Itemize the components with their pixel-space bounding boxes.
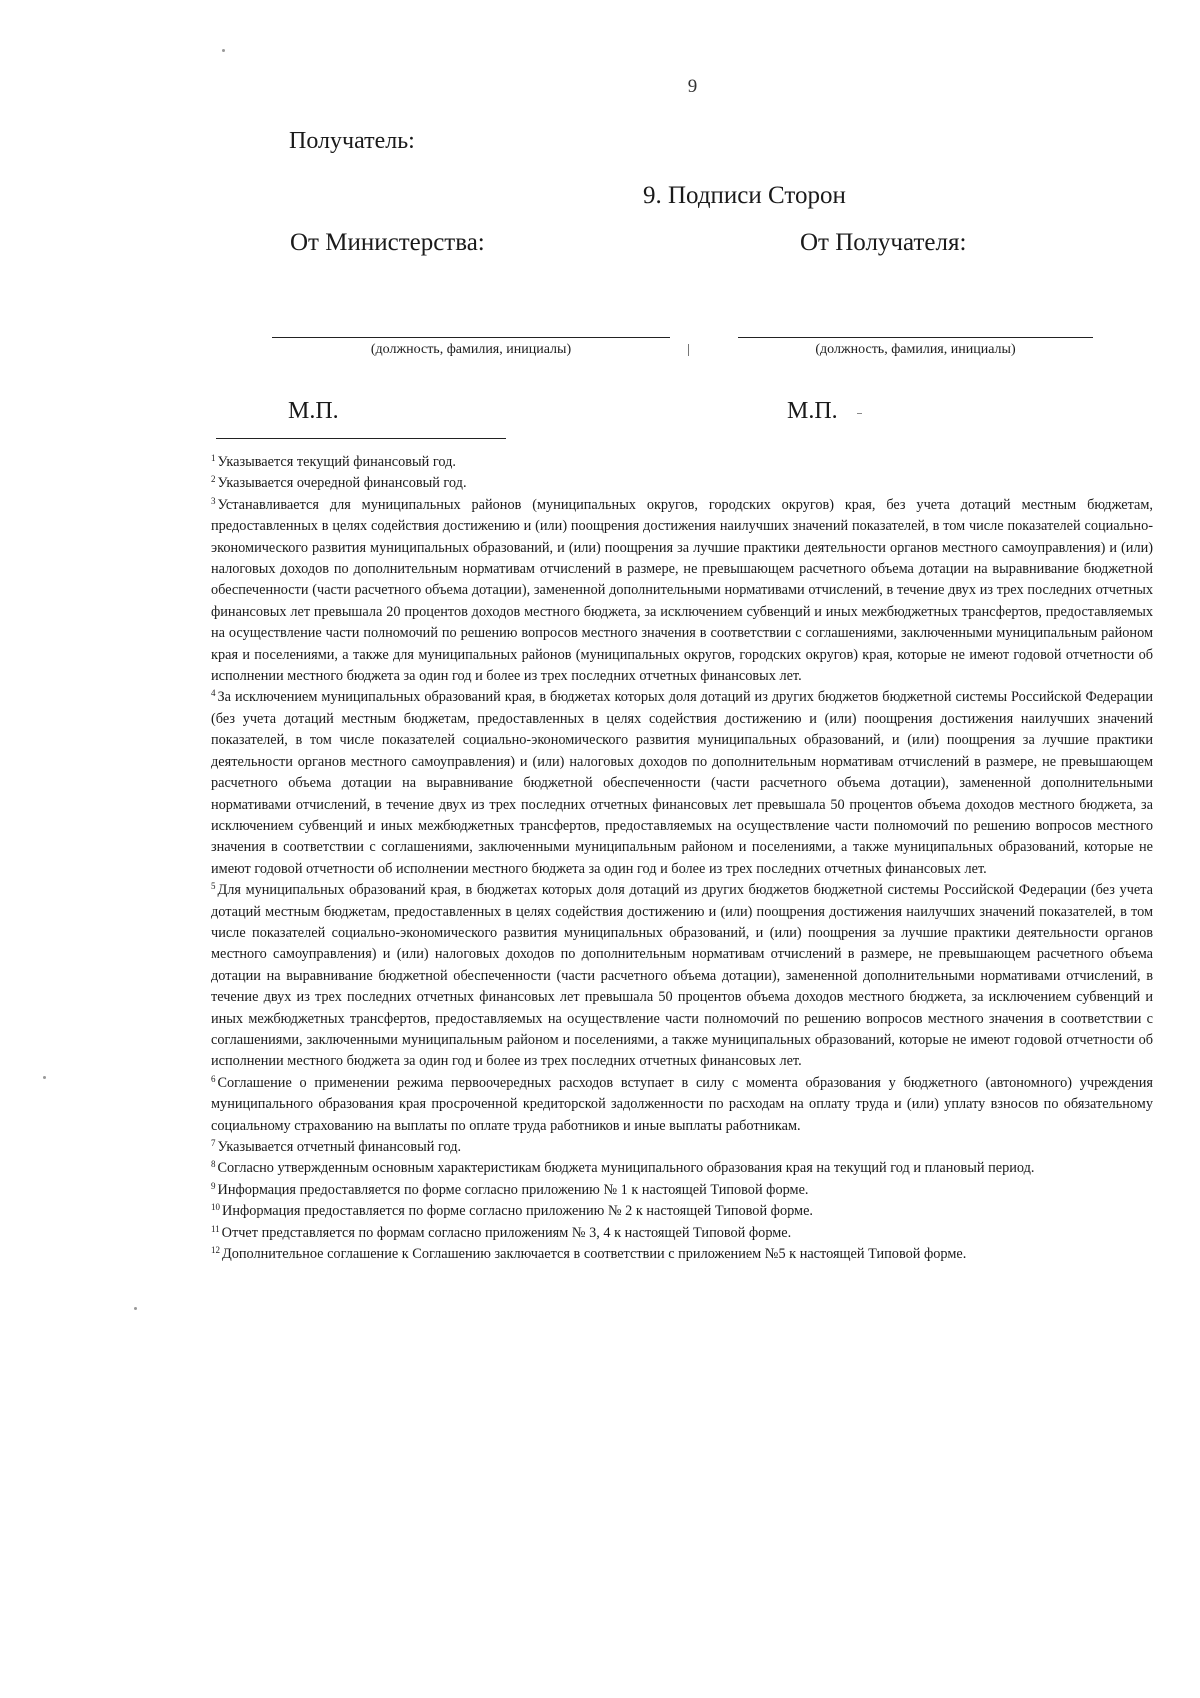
footnote-item [211, 473, 1153, 494]
footnote-marker: 6 [211, 1073, 216, 1084]
footnote-text: Для муниципальных образований края, в бюджетах которых доля дотаций из других бюджетов бюджетной системы Российской Федерации (без учета дотаций местным бюджетам, предоставленных в целях содействия достижению и (или) поощрения достижения наилучших значений показателей, в том числе показателей социально-экономического развития муниципальных образований, и (или) поощрения за лучшие практики деятельности органов местного самоуправления) и (или) налоговых доходов по дополнительным нормативам отчислений в размере, не превышающем расчетного объема дотации на выравнивание бюджетной обеспеченности (части расчетного объема дотации), замененной дополнительными нормативами отчислений, в течение двух из трех последних отчетных финансовых лет превышала 50 процентов объема доходов местного бюджета, за исключением субвенций и иных межбюджетных трансфертов, предоставляемых на осуществление части полномочий по решению вопросов местного значения в соответствии с соглашениями, заключенными муниципальным районом и поселениями, а также муниципальных образований, которые не имеют годовой отчетности об исполнении местного бюджета за один год и более из трех последних отчетных финансовых лет. [211, 882, 1153, 1070]
footnote-item [211, 1073, 1153, 1137]
footnote-item [211, 1201, 1153, 1222]
footnote-item [211, 1137, 1153, 1158]
footnote-text: Дополнительное соглашение к Соглашению заключается в соответствии с приложением №5 к настоящей Типовой форме. [222, 1246, 967, 1263]
footnote-marker: 3 [211, 495, 216, 506]
footnote-text: Соглашение о применении режима первоочередных расходов вступает в силу с момента образования у бюджетного (автономного) учреждения муниципального образования края просроченной кредиторской задолженности по расходам на оплату труда и (или) уплату взносов по обязательному социальному страхованию на выплаты по оплате труда работников и иные выплаты работникам. [211, 1074, 1153, 1134]
scan-speck [134, 1307, 137, 1310]
footnote-marker: 10 [211, 1202, 220, 1213]
ministry-signature-line [272, 337, 670, 338]
footnote-marker: 8 [211, 1159, 216, 1170]
footnote-text: Устанавливается для муниципальных районов (муниципальных округов, городских округов) края, без учета дотаций местным бюджетам, предоставленных в целях содействия достижению и (или) поощрения достижения наилучших значений показателей, в том числе показателей социально-экономического развития муниципальных образований, и (или) поощрения за лучшие практики деятельности органов местного самоуправления) и (или) налоговых доходов по дополнительным нормативам отчислений в размере, не превышающем расчетного объема дотации на выравнивание бюджетной обеспеченности (части расчетного объема дотации), замененной дополнительными нормативами отчислений, в течение двух из трех последних отчетных финансовых лет превышала 20 процентов доходов местного бюджета, за исключением субвенций и иных межбюджетных трансфертов, предоставляемых на осуществление части полномочий по решению вопросов местного значения в соответствии с соглашениями, заключенными муниципальным районом края и поселениями, а также для муниципальных районов (муниципальных округов, городских округов) края, которые не имеют годовой отчетности об исполнении местного бюджета за один год и более из трех последних отчетных финансовых лет. [211, 496, 1153, 685]
recipient-signature-line [738, 337, 1093, 338]
footnote-text: Указывается очередной финансовый год. [217, 475, 467, 492]
footnote-text: Информация предоставляется по форме согласно приложению № 1 к настоящей Типовой форме. [217, 1181, 809, 1198]
footnote-item [211, 1244, 1153, 1265]
footnote-item [211, 880, 1153, 1073]
footnote-text: Отчет представляется по формам согласно приложениям № 3, 4 к настоящей Типовой форме. [221, 1224, 792, 1241]
footnote-text: Согласно утвержденным основным характеристикам бюджета муниципального образования края на текущий год и плановый период. [217, 1160, 1035, 1177]
scan-mark [857, 413, 862, 414]
footnote-text: Информация предоставляется по форме согласно приложению № 2 к настоящей Типовой форме. [222, 1203, 813, 1220]
footnote-marker: 7 [211, 1138, 216, 1148]
footnote-marker: 11 [211, 1223, 220, 1234]
footnote-item [211, 452, 1153, 473]
ministry-stamp-place: М.П. [288, 398, 339, 424]
footnote-marker: 2 [211, 474, 216, 485]
ministry-signature-caption: (должность, фамилия, инициалы) [370, 342, 572, 357]
footnote-separator [216, 438, 506, 439]
footnote-item [211, 687, 1153, 880]
footnotes-list [211, 452, 1153, 1265]
section-title: 9. Подписи Сторон [643, 182, 846, 209]
recipient-label: Получатель: [289, 128, 415, 154]
recipient-party-title: От Получателя: [800, 229, 967, 256]
footnote-text: Указывается отчетный финансовый год. [217, 1139, 462, 1155]
footnote-marker: 4 [211, 688, 216, 699]
footnote-marker: 5 [211, 881, 216, 892]
footnote-item [211, 1223, 1153, 1244]
footnote-text: Указывается текущий финансовый год. [217, 454, 456, 470]
divider-tick [688, 344, 689, 356]
scan-speck [43, 1076, 46, 1079]
footnote-item [211, 1180, 1153, 1201]
recipient-stamp-place: М.П. [787, 398, 838, 424]
scan-speck [222, 49, 225, 52]
recipient-signature-caption: (должность, фамилия, инициалы) [815, 342, 1016, 357]
ministry-party-title: От Министерства: [290, 229, 485, 256]
footnote-item [211, 495, 1153, 688]
footnote-marker: 9 [211, 1180, 216, 1191]
footnote-marker: 1 [211, 453, 216, 463]
page-number: 9 [687, 76, 698, 97]
footnote-text: За исключением муниципальных образований края, в бюджетах которых доля дотаций из других бюджетов бюджетной системы Российской Федерации (без учета дотаций местным бюджетам, предоставленных в целях содействия достижению и (или) поощрения достижения наилучших значений показателей, в том числе показателей социально-экономического развития муниципальных образований, и (или) поощрения за лучшие практики деятельности органов местного самоуправления) и (или) налоговых доходов по дополнительным нормативам отчислений в размере, не превышающем расчетного объема дотации на выравнивание бюджетной обеспеченности (части расчетного объема дотации), замененной дополнительными нормативами отчислений, в течение двух из трех последних отчетных финансовых лет превышала 50 процентов объема доходов местного бюджета, за исключением субвенций и иных межбюджетных трансфертов, предоставляемых на осуществление части полномочий по решению вопросов местного значения в соответствии с соглашениями, заключенными муниципальным районом и поселениями, а также муниципальных образований, которые не имеют годовой отчетности об исполнении местного бюджета за один год и более из трех последних отчетных финансовых лет. [211, 689, 1153, 877]
footnote-marker: 12 [211, 1245, 220, 1256]
footnote-item [211, 1158, 1153, 1179]
